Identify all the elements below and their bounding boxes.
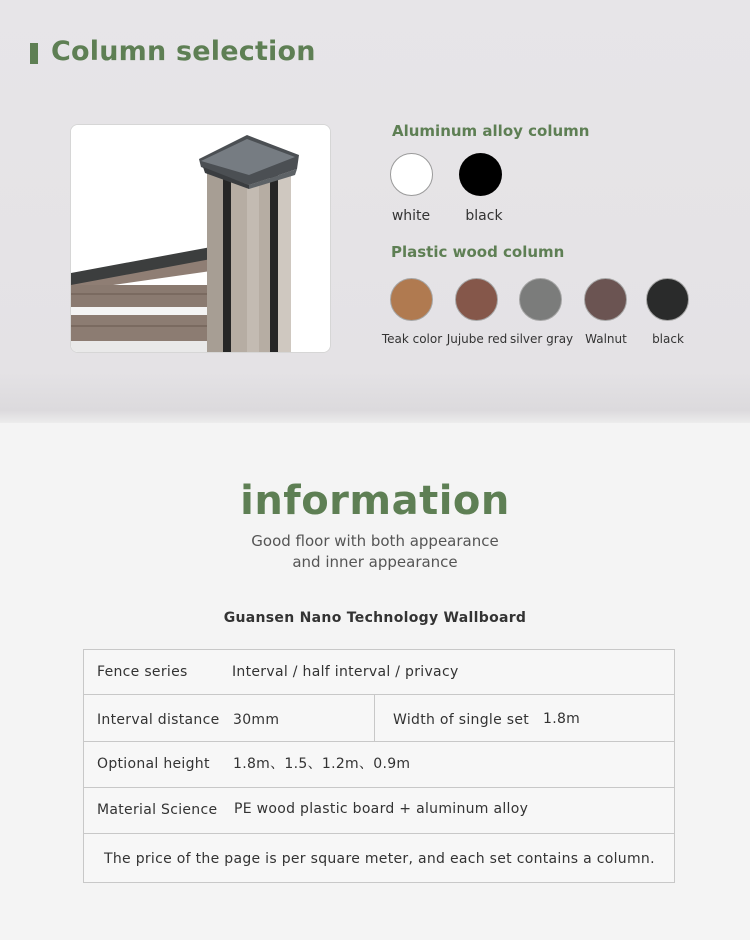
swatch-label-black: black [465,208,503,224]
swatch-plastic-black[interactable] [646,278,689,321]
plastic-wood-column-label: Plastic wood column [391,243,565,261]
table-cell-divider [374,695,375,742]
swatch-label-walnut: Walnut [585,332,627,346]
title-accent-bar [30,43,38,64]
interval-distance-label: Interval distance [97,712,220,728]
section-title: Column selection [51,36,316,67]
fence-series-value: Interval / half interval / privacy [232,664,459,680]
price-note: The price of the page is per square meter, and each set contains a column. [104,851,655,867]
interval-distance-value: 30mm [233,712,280,728]
swatch-walnut[interactable] [584,278,627,321]
swatch-white[interactable] [390,153,433,196]
single-set-width-value: 1.8m [543,711,581,727]
table-row-fence-series [84,650,674,695]
optional-height-value: 1.8m、1.5、1.2m、0.9m [233,756,411,772]
product-name: Guansen Nano Technology Wallboard [223,610,527,626]
information-title: information [240,478,510,524]
optional-height-label: Optional height [97,756,210,772]
table-row-material [84,788,674,834]
swatch-silver-gray[interactable] [519,278,562,321]
swatch-black[interactable] [459,153,502,196]
spec-table [83,649,675,883]
fence-series-label: Fence series [97,664,188,680]
information-subtitle-line2: and inner appearance [292,553,458,571]
swatch-label-teak: Teak color [381,332,443,346]
swatch-jujube-red[interactable] [455,278,498,321]
swatch-label-white: white [391,208,431,224]
swatch-label-silver-gray: silver gray [510,332,574,346]
material-label: Material Science [97,802,218,818]
column-photo [70,124,331,353]
swatch-label-plastic-black: black [652,332,684,346]
information-subtitle-line1: Good floor with both appearance [251,532,499,550]
fence-column-image [71,125,331,353]
column-selection-section [0,0,750,423]
table-row-optional-height [84,742,674,788]
swatch-label-jujube-red: Jujube red [446,332,508,346]
swatch-teak[interactable] [390,278,433,321]
table-row-note [84,834,674,882]
material-value: PE wood plastic board + aluminum alloy [234,801,529,817]
aluminum-column-label: Aluminum alloy column [392,122,590,140]
single-set-width-label: Width of single set [393,712,530,728]
